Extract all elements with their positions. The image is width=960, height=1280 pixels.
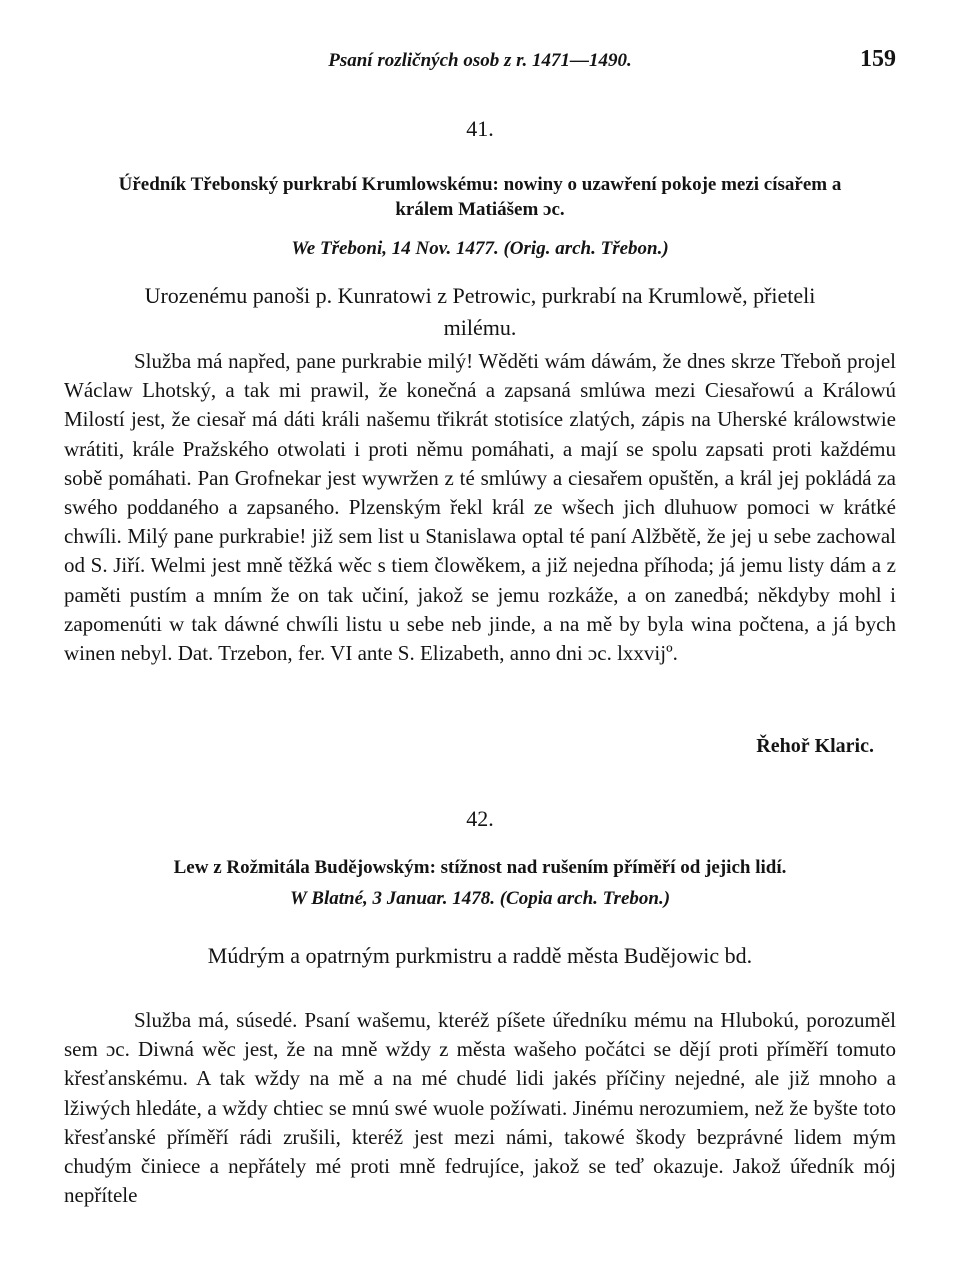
letter-42-body: Služba má, súsedé. Psaní wašemu, kteréž píšete úředníku mému na Hlubokú, porozuměl sem ɔc. Diwná wěc jest, že na mně wždy z města wašeho počátci se dějí proti příměří tomuto křesťanskému. A tak wždy na mě a na mé chudé lidi jakés příčiny nejedné, ale již mnoho a lžiwých hledáte, a wždy chtiec se mnú swé wuole požíwati. Jinému nerozumiem, než že byšte toto křesťanské příměří rádi zrušili, kteréž jest mezi námi, takowé škody bezprávné lidem mým chudým činiece a nepřátely mé proti mně fedrujíce, jakož se teď okazuje. Jakož úředník mój nepřítele [64,1008,896,1208]
letter-41-body: Služba má napřed, pane purkrabie milý! Wěděti wám dáwám, že dnes skrze Třeboň projel Wáclaw Lhotský, a tak mi prawil, že konečná a zapsaná smlúwa mezi Ciesařowú a Králowú Milostí jest, že ciesař má dáti králi našemu třikrát stotisíce zlatých, zápis na Uherské králowstwie wrátiti, krále Pražského otwolati i proti němu pomáhati, a mají se spolu zapsati proti každému sobě pomáhati. Pan Grofnekar jest wywržen z té smlúwy a ciesařem opuštěn, a král jej pokládá za swého poddaného a zapsaného. Plzenským řekl král ze wšech jich dluhuow pomoci w krátké chwíli. Milý pane purkrabie! již sem list u Stanislawa optal té paní Alžbětě, že jej u sebe zachowal od S. Jiří. Welmi jest mně těžká wěc s tiem člowěkem, a již nejedna příhoda; já jemu listy dám a z paměti pustím a mním že on tak učiní, jakož se jemu rozkáže, a on zanedbá; někdyby mohl i zapomenúti w tak dáwné chwíli listu u sebe neb jinde, a na mě by byla wina počtena, a já bych winen nebyl. Dat. Trzebon, fer. VI ante S. Elizabeth, anno dni ɔc. lxxvijº. [64,349,896,666]
letter-41-address: Urozenému panoši p. Kunratowi z Petrowic, purkrabí na Krumlowě, přieteli milému. [144,283,816,340]
letter-41-signature: Řehoř Klaric. [756,735,874,757]
letter-41-dateline: We Třeboni, 14 Nov. 1477. (Orig. arch. Třebon.) [291,238,669,259]
running-header [64,46,896,76]
letter-41-heading: Úředník Třebonský purkrabí Krumlowskému: nowiny o uzawření pokoje mezi císařem a králem Matiášem ɔc. [118,174,842,220]
page-number: 159 [860,46,896,72]
letter-42-dateline: W Blatné, 3 Januar. 1478. (Copia arch. Trebon.) [289,888,671,909]
letter-42-heading: Lew z Rožmitála Budějowským: stížnost nad rušením příměří od jejich lidí. [173,857,787,878]
letter-42-number: 42. [466,806,494,831]
letter-42-address: Múdrým a opatrným purkmistru a raddě města Budějowic bd. [207,943,753,968]
running-title: Psaní rozličných osob z r. 1471—1490. [328,50,632,71]
book-page [64,0,896,1280]
letter-41-number: 41. [466,116,494,141]
